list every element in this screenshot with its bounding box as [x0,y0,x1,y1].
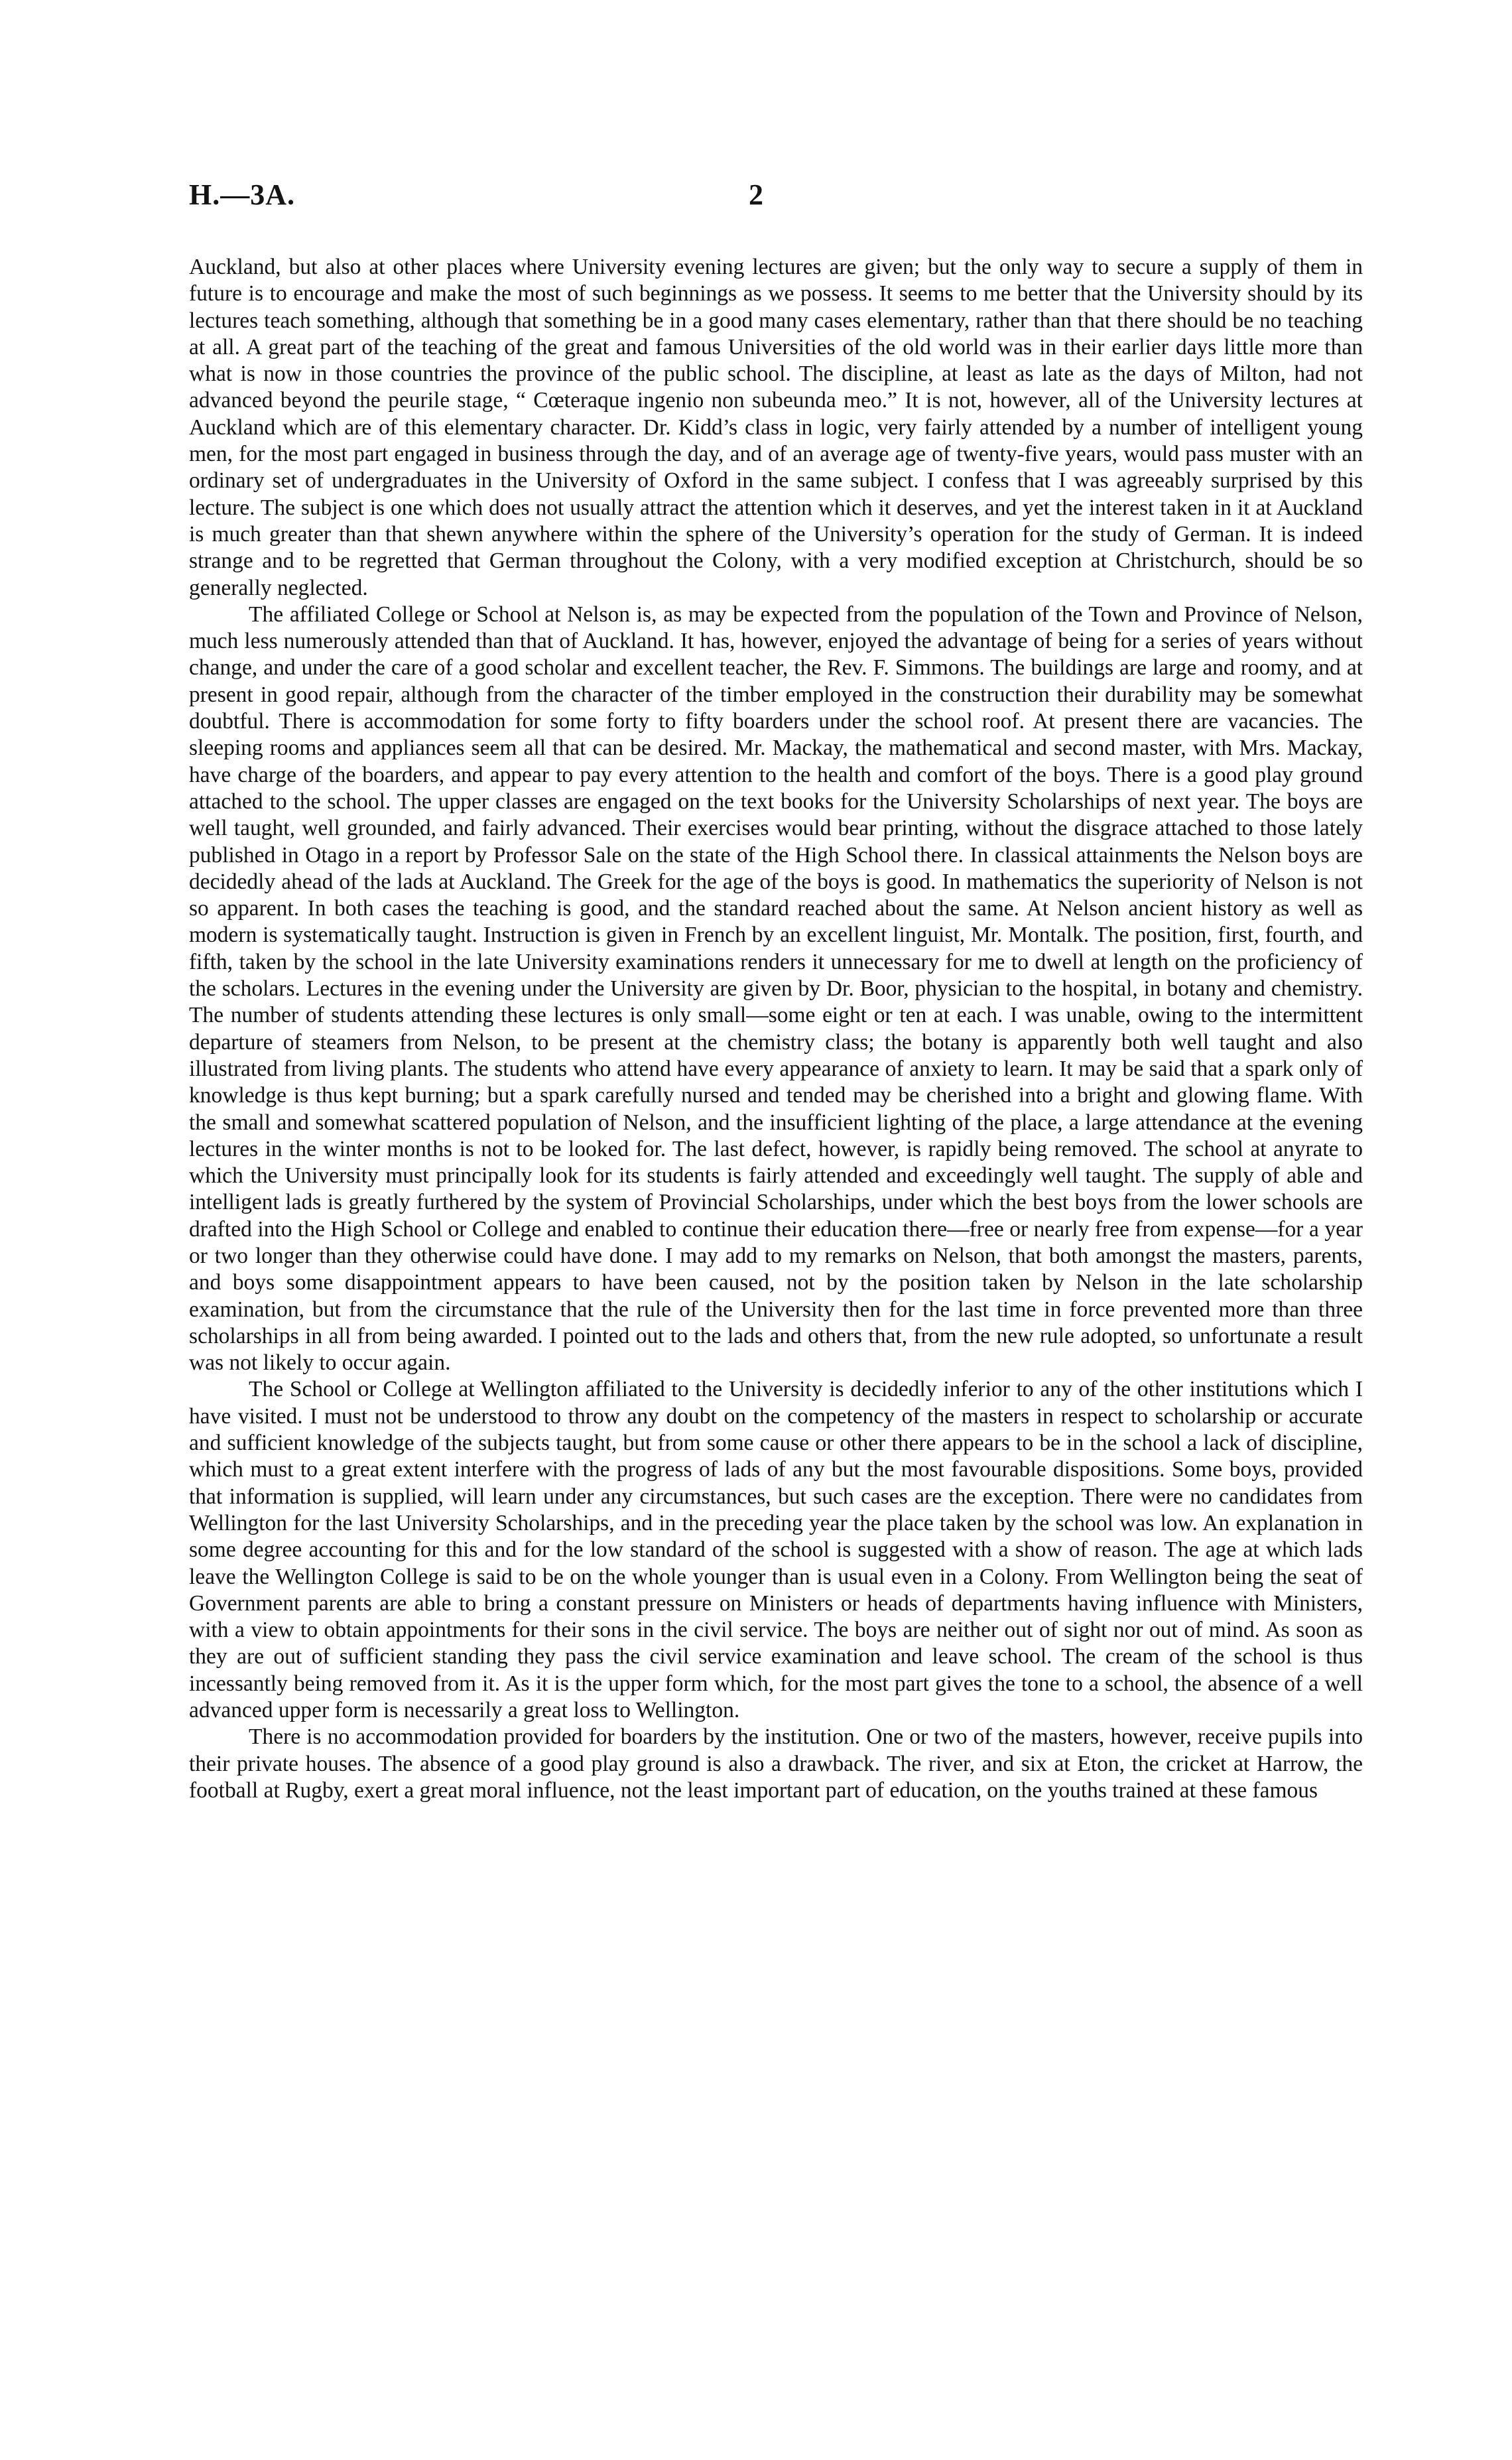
paragraph-boarders: There is no accommodation provided for boarders by the institution. One or two of the masters, however, receive pupils into their private houses. The absence of a good play ground is also a drawback. The river, and six at Eton, the cricket at Harrow, the football at Rugby, exert a great moral influence, not the least important part of education, on the youths trained at these famous [189,1724,1363,1803]
paragraph-nelson: The affiliated College or School at Nelson is, as may be expected from the population of the Town and Province of Nelson, much less numerously attended than that of Auckland. It has, however, enjoyed the advantage of being for a series of years without change, and under the care of a good scholar and excellent teacher, the Rev. F. Simmons. The buildings are large and roomy, and at present in good repair, although from the character of the timber employed in the construction their durability may be somewhat doubtful. There is accommodation for some forty to fifty boarders under the school roof. At present there are vacancies. The sleeping rooms and appliances seem all that can be desired. Mr. Mackay, the mathematical and second master, with Mrs. Mackay, have charge of the boarders, and appear to pay every attention to the health and comfort of the boys. There is a good play ground attached to the school. The upper classes are engaged on the text books for the University Scholarships of next year. The boys are well taught, well grounded, and fairly advanced. Their exercises would bear printing, without the disgrace attached to those lately published in Otago in a report by Professor Sale on the state of the High School there. In classical attainments the Nelson boys are decidedly ahead of the lads at Auckland. The Greek for the age of the boys is good. In mathematics the superiority of Nelson is not so apparent. In both cases the teaching is good, and the standard reached about the same. At Nelson ancient history as well as modern is systematically taught. Instruction is given in French by an excellent linguist, Mr. Montalk. The position, first, fourth, and fifth, taken by the school in the late University examinations renders it unnecessary for me to dwell at length on the proficiency of the scholars. Lectures in the evening under the University are given by Dr. Boor, physician to the hospital, in botany and chemistry. The number of students attending these lectures is only small—some eight or ten at each. I was unable, owing to the intermittent departure of steamers from Nelson, to be present at the chemistry class; the botany is apparently both well taught and also illustrated from living plants. The students who attend have every appearance of anxiety to learn. It may be said that a spark only of knowledge is thus kept burning; but a spark carefully nursed and tended may be cherished into a bright and glowing flame. With the small and somewhat scattered population of Nelson, and the insufficient lighting of the place, a large attendance at the evening lectures in the winter months is not to be looked for. The last defect, however, is rapidly being removed. The school at anyrate to which the University must principally look for its students is fairly attended and exceedingly well taught. The supply of able and intelligent lads is greatly furthered by the system of Provincial Scholarships, under which the best boys from the lower schools are drafted into the High School or College and enabled to continue their education there—free or nearly free from expense—for a year or two longer than they otherwise could have done. I may add to my remarks on Nelson, that both amongst the masters, parents, and boys some disappointment appears to have been caused, not by the position taken by Nelson in the late scholarship examination, but from the circumstance that the rule of the University then for the last time in force prevented more than three scholarships in all from being awarded. I pointed out to the lads and others that, from the new rule adopted, so unfortunate a result was not likely to occur again. [189,602,1363,1376]
page-number: 2 [749,178,763,211]
body-text [189,254,1363,1804]
paragraph-wellington: The School or College at Wellington affiliated to the University is decidedly inferior to any of the other institutions which I have visited. I must not be understood to throw any doubt on the competency of the masters in respect to scholarship or accurate and sufficient knowledge of the subjects taught, but from some cause or other there appears to be in the school a lack of discipline, which must to a great extent interfere with the progress of lads of any but the most favourable dispositions. Some boys, provided that information is supplied, will learn under any circumstances, but such cases are the exception. There were no candidates from Wellington for the last University Scholarships, and in the preceding year the place taken by the school was low. An explanation in some degree accounting for this and for the low standard of the school is suggested with a show of reason. The age at which lads leave the Wellington College is said to be on the whole younger than is usual even in a Colony. From Wellington being the seat of Government parents are able to bring a constant pressure on Ministers or heads of departments having influence with Ministers, with a view to obtain appointments for their sons in the civil service. The boys are neither out of sight nor out of mind. As soon as they are out of sufficient standing they pass the civil service examination and leave school. The cream of the school is thus incessantly being removed from it. As it is the upper form which, for the most part gives the tone to a school, the absence of a well advanced upper form is necessarily a great loss to Wellington. [189,1377,1363,1723]
document-reference: H.—3A. [189,178,295,211]
paragraph-auckland-continued: Auckland, but also at other places where University evening lectures are given; but the only way to secure a supply of them in future is to encourage and make the most of such beginnings as we possess. It seems to me better that the University should by its lectures teach something, although that something be in a good many cases elementary, rather than that there should be no teaching at all. A great part of the teaching of the great and famous Universities of the old world was in their earlier days little more than what is now in those countries the province of the public school. The discipline, at least as late as the days of Milton, had not advanced beyond the peurile stage, “ Cœteraque ingenio non subeunda meo.” It is not, however, all of the University lectures at Auckland which are of this elementary character. Dr. Kidd’s class in logic, very fairly attended by a number of intelligent young men, for the most part engaged in business through the day, and of an average age of twenty-five years, would pass muster with an ordinary set of undergraduates in the University of Oxford in the same subject. I confess that I was agreeably surprised by this lecture. The subject is one which does not usually attract the attention which it deserves, and yet the interest taken in it at Auckland is much greater than that shewn anywhere within the sphere of the University’s operation for the study of German. It is indeed strange and to be regretted that German throughout the Colony, with a very modified exception at Christchurch, should be so generally neglected. [189,255,1363,600]
page-header [189,178,1323,218]
